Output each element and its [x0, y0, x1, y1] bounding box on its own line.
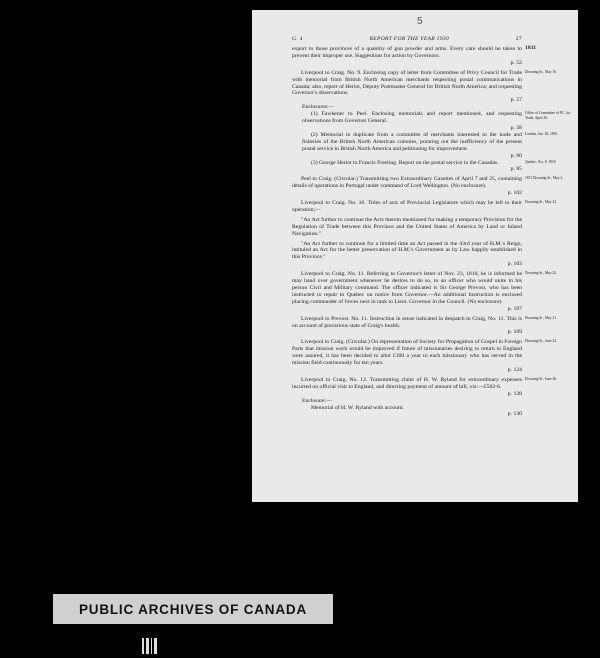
entry-text: (2) Memorial in duplicate from a committee of merchants interested in the trade and fisheries of the British North American colonies, pointing out the inefficiency of the present postal service in British North America and petitioning for improvement. — [302, 131, 522, 152]
page-reference: p. 124 — [507, 366, 522, 373]
entry-paragraph — [292, 200, 557, 214]
entry-paragraph — [292, 398, 522, 405]
margin-note: Downing St., June 26. — [525, 376, 557, 381]
header-left: G. 4 — [292, 36, 303, 42]
entry-paragraph — [292, 241, 522, 269]
margin-note: London, Jan. 26, 1810. — [525, 131, 559, 136]
entry-text: Enclosures:— — [302, 104, 335, 111]
page-reference: p. 128 — [507, 390, 522, 397]
entry-paragraph — [292, 45, 537, 67]
margin-note: 1811 Downing St., May 2. — [525, 176, 564, 181]
entry-text: Liverpool to Craig. No. 11. Referring to Governor's letter of Nov. 23, 1810, he is informed he may hand over government whenever he desires to do so, to an officer who would unite in his person Civil and Military command. The officer indicated is Sir George Prevost, who has been instructed to repair to Quebec on notice from Governor.—An additional Instruction is enclosed placing commander of forces next in rank to Lieut. Governor in the Council. (No enclosure). — [292, 271, 522, 305]
page-reference: p. 57 — [510, 97, 522, 104]
entry-paragraph — [292, 159, 557, 174]
entry-text: Liverpool to Craig. No. 9. Enclosing copy of letter from Committee of Privy Council for Trade with memorial from British North American merchants respecting postal communications in Canada; also, report of Heriot, Deputy Postmaster General for British North America; and requesting Governor's observations. — [292, 69, 522, 97]
entry-text: Peel to Craig. (Circular.) Transmitting two Extraordinary Gazettes of April 7 and 25, containing details of operations in Portugal under command of Lord Wellington. (No enclosure). — [292, 176, 522, 190]
entry-paragraph — [292, 176, 564, 197]
margin-note: Office of Committee of P.C. for Trade, April 26. — [525, 111, 571, 120]
page-reference: p. 85 — [510, 166, 522, 173]
margin-note: Quebec, Oct. 8, 1810. — [525, 159, 557, 164]
page-reference: p. 102 — [507, 190, 522, 197]
entry-text: Liverpool to Craig. No. 12. Transmitting claim of H. W. Ryland for extraordinary expenses incurred on official visit to England, and directing payment of amount of bill, viz:—£502-6. — [292, 376, 522, 390]
entry-paragraph — [292, 131, 559, 160]
film-reel-mark — [142, 638, 160, 654]
page-reference: p. 58 — [510, 124, 522, 131]
margin-note: Downing St., May 22. — [525, 271, 557, 276]
entry-text: "An Act further to continue for a limited time an Act passed in the 43rd year of H.M.'s Reign, intituled an Act for the better preservation of H.M.'s Government as by Law happily established in this Province." — [292, 240, 522, 261]
pencil-mark: 5 — [417, 16, 423, 27]
archive-label — [53, 594, 333, 624]
entry-paragraph — [292, 111, 571, 132]
page-reference: p. 130 — [507, 411, 522, 418]
entry-text: Memorial of H. W. Ryland with account. — [311, 404, 404, 411]
entry-paragraph — [292, 376, 557, 398]
page-reference: p. 109 — [507, 329, 522, 336]
entry-text: Liverpool to Craig. No. 10. Titles of acts of Provincial Legislature which may be left to their operation;— — [292, 200, 522, 213]
entry-text: (1) Fawkener to Peel. Enclosing memorials and report mentioned, and requesting observations from Governor General. — [302, 111, 522, 125]
entry-text: Liverpool to Prevost. No. 11. Instruction in sense indicated in despatch to Craig, No. 11. This is on account of precarious state of Craig's health. — [292, 315, 522, 329]
page-header — [292, 36, 522, 42]
entry-text: "An Act further to continue the Acts therein mentioned for making a temporary Provision for the Regulation of Trade between this Province and the United States of America by Land or Inland Navigation." — [292, 216, 522, 237]
entry-text: Liverpool to Craig. (Circular.) On representation of Society for Propagation of Gospel in Foreign Parts that mission work would be improved if future of missionaries desiring to return to England were assured, it has been decided to allot £100 a year to each missionary who has served in the mission field continuously for ten years. — [292, 339, 522, 367]
entry-paragraph — [292, 405, 522, 419]
page-reference: p. 52 — [510, 59, 522, 66]
margin-note: Downing St., June 22. — [525, 339, 557, 344]
entry-paragraph — [292, 339, 557, 374]
page-reference: p. 107 — [507, 305, 522, 312]
entry-paragraph — [292, 217, 522, 238]
entry-text: Enclosure:— — [302, 397, 333, 404]
margin-note: Downing St., May 21. — [525, 315, 557, 320]
margin-note: 1811 — [525, 45, 537, 51]
margin-note: Downing St., May 16. — [525, 69, 557, 74]
header-title: REPORT FOR THE YEAR 1930 — [369, 36, 450, 42]
header-page-number: 27 — [515, 36, 522, 42]
page-reference: p. 103 — [507, 261, 522, 268]
entry-paragraph — [292, 271, 557, 312]
document-page — [252, 10, 578, 502]
entry-paragraph — [292, 315, 557, 337]
calendar-entries — [292, 45, 571, 418]
entry-text: export to those provinces of a quantity of gun powder and arms. Every care should be taken to prevent their improper use. Suggestions for action by Governors. — [292, 46, 522, 59]
archive-label-text: PUBLIC ARCHIVES OF CANADA — [78, 601, 307, 617]
margin-note: Downing St., May 22. — [525, 200, 557, 205]
entry-paragraph — [292, 69, 557, 105]
page-reference: p. 60 — [510, 152, 522, 159]
entry-text: (3) George Heriot to Francis Freeling. Report on the postal service in the Canadas. — [311, 159, 499, 166]
